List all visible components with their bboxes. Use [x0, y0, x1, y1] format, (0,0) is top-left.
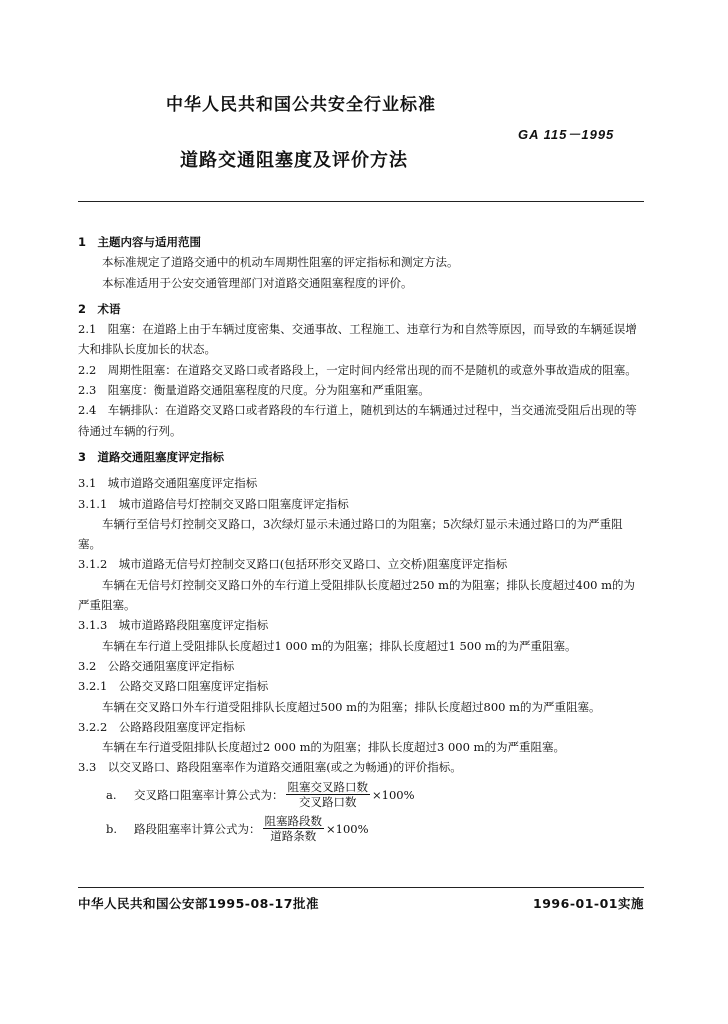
- formula-b-text: 路段阻塞率计算公式为：: [134, 821, 261, 836]
- clause-3-1: 3.1 城市道路交通阻塞度评定指标: [78, 476, 258, 491]
- clause-3-2: 3.2 公路交通阻塞度评定指标: [78, 658, 235, 673]
- clause-3-2-2: 3.2.2 公路路段阻塞度评定指标: [78, 719, 246, 734]
- paragraph: 本标准适用于公安交通管理部门对道路交通阻塞程度的评价。: [102, 275, 413, 290]
- paragraph: 车辆在无信号灯控制交叉路口外的车行道上受阻排队长度超过250 m的为阻塞；排队长度超过400 m的为严重阻塞。: [78, 577, 636, 613]
- formula-b-numerator: 阻塞路段数: [264, 814, 322, 829]
- paragraph: 车辆行至信号灯控制交叉路口，3次绿灯显示未通过路口的为阻塞；5次绿灯显示未通过路口的为严重阻塞。: [78, 516, 623, 552]
- paragraph: 车辆在车行道上受阻排队长度超过1 000 m的为阻塞；排队长度超过1 500 m的为严重阻塞。: [102, 638, 577, 653]
- term-2-2: 2.2 周期性阻塞：在道路交叉路口或者路段上，一定时间内经常出现的而不是随机的或意外事故造成的阻塞。: [78, 362, 637, 377]
- term-2-4: 2.4 车辆排队：在道路交叉路口或者路段的车行道上，随机到达的车辆通过过程中，当交通流受阻后出现的等待通过车辆的行列。: [78, 403, 637, 438]
- clause-3-1-3: 3.1.3 城市道路路段阻塞度评定指标: [78, 618, 269, 633]
- formula-b-denominator: 道路条数: [270, 829, 317, 844]
- formula-a-text: 交叉路口阻塞率计算公式为：: [134, 787, 284, 802]
- term-2-3: 2.3 阻塞度：衡量道路交通阻塞程度的尺度。分为阻塞和严重阻塞。: [78, 383, 430, 398]
- document-body: [78, 232, 644, 846]
- section-3-heading: 3 道路交通阻塞度评定指标: [78, 449, 225, 464]
- formula-a-fraction: [286, 780, 371, 809]
- section-1-heading: 1 主题内容与适用范围: [78, 235, 202, 249]
- clause-3-1-1: 3.1.1 城市道路信号灯控制交叉路口阻塞度评定指标: [78, 496, 349, 511]
- formula-a: [78, 778, 644, 812]
- formula-a-denominator: 交叉路口数: [299, 795, 357, 810]
- footer-rule: [78, 887, 644, 888]
- clause-3-1-2: 3.1.2 城市道路无信号灯控制交叉路口(包括环形交叉路口、立交桥)阻塞度评定指标: [78, 557, 508, 572]
- formula-a-label: a.: [106, 787, 117, 802]
- formula-b-fraction: [263, 814, 325, 843]
- formula-a-multiplier: ×100%: [372, 787, 415, 802]
- formula-b: [78, 812, 644, 846]
- approval-date: 中华人民共和国公安部1995-08-17批准: [78, 896, 319, 911]
- formula-b-label: b.: [106, 821, 118, 836]
- formula-b-multiplier: ×100%: [326, 821, 369, 836]
- paragraph: 本标准规定了道路交通中的机动车周期性阻塞的评定指标和测定方法。: [102, 255, 459, 270]
- paragraph: 车辆在车行道受阻排队长度超过2 000 m的为阻塞；排队长度超过3 000 m的为严重阻塞。: [102, 740, 565, 755]
- clause-3-3: 3.3 以交叉路口、路段阻塞率作为道路交通阻塞(或之为畅通)的评价指标。: [78, 760, 462, 775]
- top-rule: [78, 201, 644, 202]
- standard-code: GA 115－1995: [518, 127, 615, 142]
- standard-org: 中华人民共和国公共安全行业标准: [166, 95, 436, 115]
- term-2-1: 2.1 阻塞：在道路上由于车辆过度密集、交通事故、工程施工、违章行为和自然等原因，而导致的车辆延误增大和排队长度加长的状态。: [78, 322, 637, 357]
- effective-date: 1996-01-01实施: [533, 896, 644, 911]
- clause-3-2-1: 3.2.1 公路交叉路口阻塞度评定指标: [78, 679, 269, 694]
- paragraph: 车辆在交叉路口外车行道受阻排队长度超过500 m的为阻塞；排队长度超过800 m的为严重阻塞。: [102, 699, 601, 714]
- section-2-heading: 2 术语: [78, 301, 121, 316]
- formula-a-numerator: 阻塞交叉路口数: [287, 780, 368, 795]
- document-title: 道路交通阻塞度及评价方法: [180, 150, 408, 171]
